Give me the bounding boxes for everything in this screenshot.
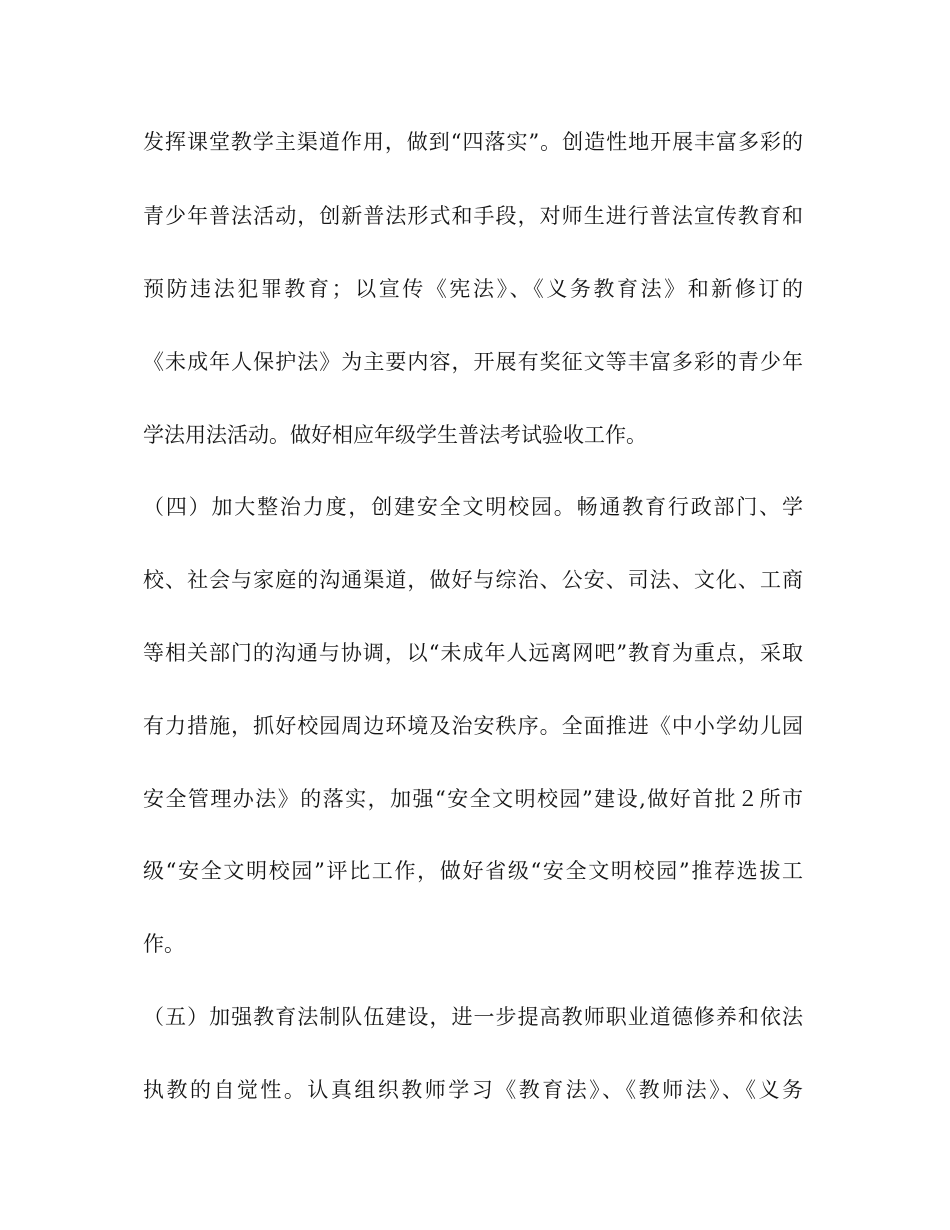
text-line: 有力措施，抓好校园周边环境及治安秩序。全面推进《中小学幼儿园 — [143, 714, 803, 738]
text-line: 《未成年人保护法》为主要内容，开展有奖征文等丰富多彩的青少年 — [143, 350, 803, 374]
text-line: 安全管理办法》的落实，加强“安全文明校园”建设,做好首批２所市 — [143, 787, 803, 811]
text-line: 级“安全文明校园”评比工作，做好省级“安全文明校园”推荐选拔工 — [143, 859, 803, 883]
text-line: （四）加大整治力度，创建安全文明校园。畅通教育行政部门、学 — [143, 495, 803, 519]
text-line: 作。 — [143, 932, 185, 956]
text-line: 发挥课堂教学主渠道作用，做到“四落实”。创造性地开展丰富多彩的 — [143, 130, 803, 154]
text-line: 等相关部门的沟通与协调，以“未成年人远离网吧”教育为重点，采取 — [143, 641, 803, 665]
text-line: 学法用法活动。做好相应年级学生普法考试验收工作。 — [143, 423, 647, 447]
text-line: 执教的自觉性。认真组织教师学习《教育法》、《教师法》、《义务 — [143, 1078, 803, 1102]
text-line: 预防违法犯罪教育；以宣传《宪法》、《义务教育法》和新修订的 — [143, 277, 803, 301]
text-line: （五）加强教育法制队伍建设，进一步提高教师职业道德修养和依法 — [143, 1005, 803, 1029]
text-line: 青少年普法活动，创新普法形式和手段，对师生进行普法宣传教育和 — [143, 204, 803, 228]
text-line: 校、社会与家庭的沟通渠道，做好与综治、公安、司法、文化、工商 — [143, 568, 803, 592]
